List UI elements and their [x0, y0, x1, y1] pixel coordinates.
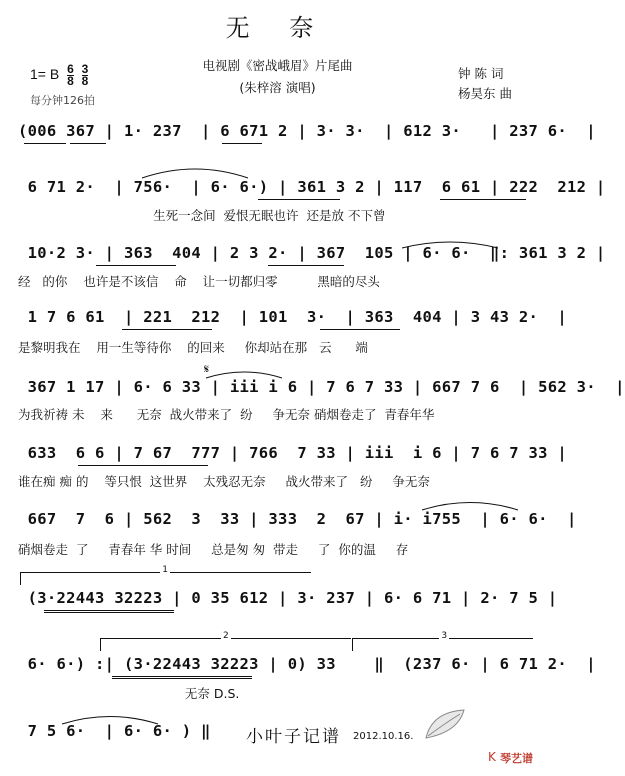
beam-line: [44, 610, 174, 611]
lyricist-credit: 钟 陈 词: [458, 66, 504, 81]
volta-bracket-1: [20, 565, 311, 585]
beam-line: [320, 329, 400, 330]
slur-arc: [204, 368, 284, 380]
beam-line: [44, 612, 174, 613]
time-sig-2-numerator: 3: [81, 62, 89, 76]
volta-bracket-2: [100, 631, 351, 651]
beam-line: [122, 329, 212, 330]
system-3-notes: 10·2 3· | 363 404 | 2 3 2· | 367 105 | 6· 6· ‖: 361 3 2 |: [18, 244, 606, 262]
system-7-notes: 667 7 6 | 562 3 33 | 333 2 67 | i· i755 | 6· 6· |: [18, 510, 577, 528]
volta-2-label: 2: [223, 631, 229, 641]
volta-bracket-3: [352, 631, 533, 651]
transcription-date: 2012.10.16.: [353, 731, 414, 742]
system-5-lyrics: 为我祈祷 未 来 无奈 战火带来了 纷 争无奈 硝烟卷走了 青春年华: [18, 407, 435, 422]
slur-arc: [420, 498, 520, 512]
beam-line: [70, 143, 106, 144]
system-1-notes: (006 367 | 1· 237 | 6 671 2 | 3· 3· | 612 3· | 237 6· |: [18, 122, 596, 140]
beam-line: [112, 676, 252, 677]
volta-1-label: 1: [162, 565, 168, 575]
beam-line: [112, 678, 252, 679]
system-6-lyrics: 谁在痴 痴 的 等只恨 这世界 太残忍无奈 战火带来了 纷 争无奈: [18, 474, 430, 489]
system-4-notes: 1 7 6 61 | 221 212 | 101 3· | 363 404 | 3 43 2· |: [18, 308, 568, 326]
system-6-notes: 633 6 6 | 7 67 777 | 766 7 33 | iii i 6 | 7 6 7 33 |: [18, 444, 568, 462]
system-8-notes: (3·22443 32223 | 0 35 612 | 3· 237 | 6· 6 71 | 2· 7 5 |: [18, 589, 558, 607]
beam-line: [440, 199, 526, 200]
volta-3-label: 3: [441, 631, 448, 641]
system-10-notes: 7 5 6· | 6· 6· ) ‖: [18, 722, 211, 740]
system-4-lyrics: 是黎明我在 用一生等待你 的回来 你却站在那 云 端: [18, 340, 368, 355]
song-subtitle: 电视剧《密战峨眉》片尾曲: [202, 58, 353, 73]
beam-line: [268, 265, 344, 266]
system-5-notes: 367 1 17 | 6· 6 33 | iii i 6 | 7 6 7 33 | 667 7 6 | 562 3· |: [18, 378, 625, 396]
beam-line: [258, 199, 340, 200]
system-2-lyrics: 生死一念间 爱恨无眠也许 还是放 不下曾: [18, 208, 386, 223]
segno-sign: 𝄋: [204, 362, 210, 376]
slur-arc: [140, 164, 250, 180]
time-sig-2-denominator: 8: [81, 74, 89, 88]
beam-line: [96, 265, 176, 266]
beam-line: [78, 465, 208, 466]
leaf-icon: [422, 706, 468, 742]
key-label: 1= B: [30, 66, 60, 83]
beam-line: [222, 143, 262, 144]
system-7-lyrics: 硝烟卷走 了 青春年 华 时间 总是匆 匆 带走 了 你的温 存: [18, 542, 409, 557]
brand-logo-icon: K: [488, 750, 496, 764]
beam-line: [24, 143, 66, 144]
tempo-marking: 每分钟126拍: [30, 94, 95, 107]
composer-credit: 杨昊东 曲: [458, 86, 512, 101]
slur-arc: [60, 712, 160, 726]
system-9-notes: 6· 6·) :| (3·22443 32223 | 0) 33 ‖ (237 6· | 6 71 2· |: [18, 655, 596, 673]
system-3-lyrics: 经 的你 也许是不该信 命 让一切都归零 黑暗的尽头: [18, 274, 380, 289]
time-sig-1-denominator: 8: [67, 74, 74, 88]
brand-watermark: 琴艺谱: [500, 752, 533, 765]
transcriber-signature: 小叶子记谱: [246, 727, 341, 747]
system-9-lyrics: 无奈 D.S.: [18, 686, 240, 701]
singer-credit: (朱梓溶 演唱): [239, 80, 316, 95]
system-2-notes: 6 71 2· | 756· | 6· 6·) | 361 3 2 | 117 6 61 | 222 212 |: [18, 178, 606, 196]
page-title: 无 奈: [225, 14, 330, 42]
time-sig-1-numerator: 6: [67, 62, 74, 76]
slur-arc: [400, 238, 500, 250]
